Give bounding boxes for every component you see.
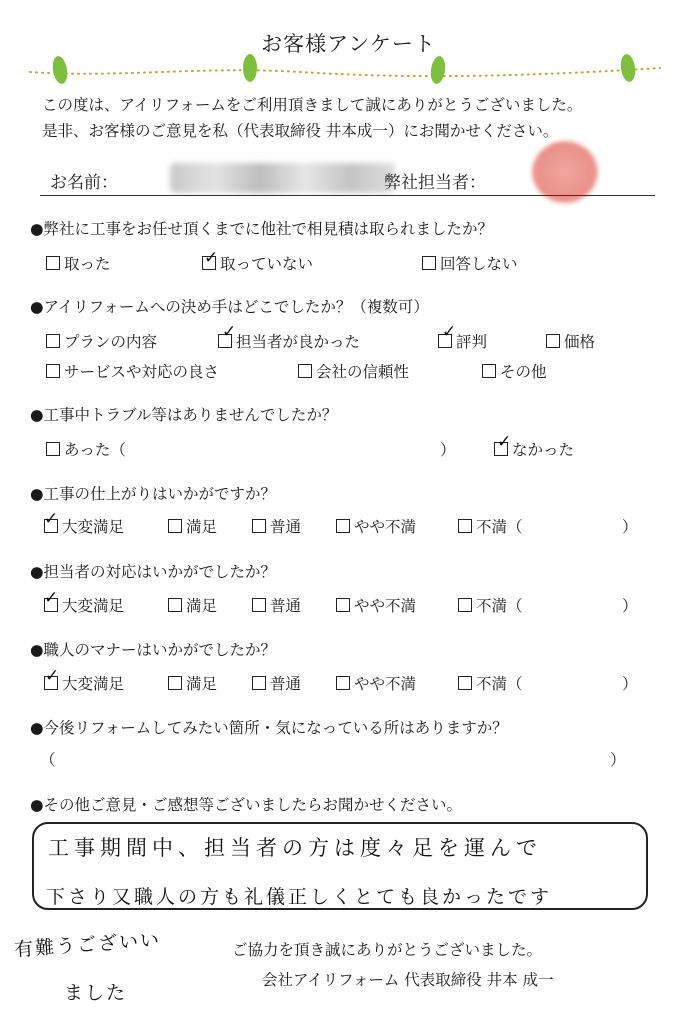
handwritten-comment-line: 下さり又職人の方も礼儀正しくとても良かったです (46, 886, 553, 908)
option-checkbox[interactable]: やや不満 (336, 515, 416, 537)
check-mark-icon: ✓ (44, 588, 59, 608)
checkbox-icon[interactable] (458, 676, 472, 690)
option-checkbox[interactable]: 大変満足 (44, 672, 124, 694)
option-checkbox[interactable]: 普通 (252, 515, 301, 537)
checkbox-icon[interactable] (252, 598, 266, 612)
checkbox-icon[interactable] (458, 519, 472, 533)
leaf-icon (619, 53, 637, 83)
option-checkbox[interactable]: 普通 (252, 672, 301, 694)
question-2: ●アイリフォームへの決め手はどこでしたか？（複数可） (30, 298, 429, 316)
checkbox-icon[interactable] (46, 364, 60, 378)
redacted-staff-stamp (532, 141, 598, 203)
option-checkbox[interactable]: なかった (494, 438, 574, 460)
company-signature: 会社アイリフォーム 代表取締役 井本 成一 (262, 971, 554, 989)
question-8: ●その他ご意見・ご感想等ございましたらお聞かせください。 (30, 796, 463, 814)
checkbox-icon[interactable] (46, 256, 60, 270)
leaf-icon (429, 55, 447, 85)
option-checkbox[interactable]: 満足 (168, 672, 217, 694)
leaf-icon (243, 54, 257, 82)
check-mark-icon: ✓ (497, 432, 512, 452)
option-checkbox[interactable]: 大変満足 (44, 594, 124, 616)
option-checkbox[interactable]: 会社の信頼性 (298, 360, 409, 382)
checkbox-icon[interactable] (298, 364, 312, 378)
checkbox-icon[interactable] (336, 598, 350, 612)
option-checkbox[interactable]: 価格 (546, 330, 595, 352)
checkbox-icon[interactable] (336, 676, 350, 690)
checkbox-icon[interactable] (252, 676, 266, 690)
question-5: ●担当者の対応はいかがでしたか？ (30, 563, 277, 581)
open-paren: （ (40, 751, 56, 769)
option-checkbox[interactable]: やや不満 (336, 594, 416, 616)
check-mark-icon: ✓ (222, 322, 237, 342)
page-title: お客様アンケート (261, 32, 436, 56)
check-mark-icon: ✓ (45, 666, 60, 686)
checkbox-icon[interactable] (422, 256, 436, 270)
option-checkbox[interactable]: 満足 (168, 515, 217, 537)
close-paren: ） (622, 518, 638, 536)
option-checkbox[interactable]: 回答しない (422, 252, 518, 274)
checkbox-icon[interactable] (46, 334, 60, 348)
checkbox-icon[interactable] (168, 598, 182, 612)
handwritten-comment-line: ました (64, 982, 128, 1004)
check-mark-icon: ✓ (44, 509, 59, 529)
option-checkbox[interactable]: その他 (482, 360, 547, 382)
close-paren: ） (440, 441, 456, 459)
handwritten-comment-line: 工事期間中、担当者の方は度々足を運んで (48, 836, 542, 860)
check-mark-icon: ✓ (204, 248, 219, 268)
leaf-icon (51, 55, 70, 85)
checkbox-icon[interactable] (168, 519, 182, 533)
checkbox-icon[interactable] (46, 442, 60, 456)
option-checkbox[interactable]: 担当者が良かった (218, 330, 360, 352)
close-paren: ） (622, 597, 638, 615)
staff-label: 弊社担当者： (384, 173, 486, 193)
checkbox-icon[interactable] (252, 519, 266, 533)
check-mark-icon: ✓ (442, 322, 457, 342)
intro-text (42, 92, 582, 144)
close-paren: ） (622, 675, 638, 693)
option-checkbox[interactable]: 取った (46, 252, 111, 274)
name-underline (40, 195, 655, 196)
question-7: ●今後リフォームしてみたい箇所・気になっている所はありますか？ (30, 719, 508, 737)
question-1: ●弊社に工事をお任せ頂くまでに他社で相見積は取られましたか？ (30, 220, 494, 238)
checkbox-icon[interactable] (546, 334, 560, 348)
intro-line: この度は、アイリフォームをご利用頂きまして誠にありがとうございました。 (42, 96, 583, 114)
option-checkbox[interactable]: 不満（ (458, 672, 523, 694)
thanks-message: ご協力を頂き誠にありがとうございました。 (232, 941, 543, 959)
option-checkbox[interactable]: 不満（ (458, 515, 523, 537)
redacted-name (170, 163, 395, 193)
handwritten-comment-line: 有難うございい (13, 928, 162, 962)
name-label: お名前： (50, 173, 118, 193)
close-paren: ） (610, 751, 626, 769)
intro-line: 是非、お客様のご意見を私（代表取締役 井本成一）にお聞かせください。 (42, 122, 559, 140)
checkbox-icon[interactable] (336, 519, 350, 533)
checkbox-icon[interactable] (458, 598, 472, 612)
option-checkbox[interactable]: 不満（ (458, 594, 523, 616)
option-checkbox[interactable]: あった（ (46, 438, 126, 460)
question-6: ●職人のマナーはいかがでしたか？ (30, 641, 277, 659)
option-checkbox[interactable]: サービスや対応の良さ (46, 360, 219, 382)
option-checkbox[interactable]: やや不満 (336, 672, 416, 694)
option-checkbox[interactable]: プランの内容 (46, 330, 157, 352)
checkbox-icon[interactable] (482, 364, 496, 378)
checkbox-icon[interactable] (168, 676, 182, 690)
option-checkbox[interactable]: 大変満足 (44, 515, 124, 537)
option-checkbox[interactable]: 評判 (438, 330, 487, 352)
question-4: ●工事の仕上がりはいかがですか？ (30, 485, 277, 503)
name-row (40, 168, 655, 196)
leaf-vine-decoration (0, 48, 697, 98)
option-checkbox[interactable]: 取っていない (202, 252, 313, 274)
option-checkbox[interactable]: 普通 (252, 594, 301, 616)
option-checkbox[interactable]: 満足 (168, 594, 217, 616)
question-3: ●工事中トラブル等はありませんでしたか？ (30, 406, 338, 424)
